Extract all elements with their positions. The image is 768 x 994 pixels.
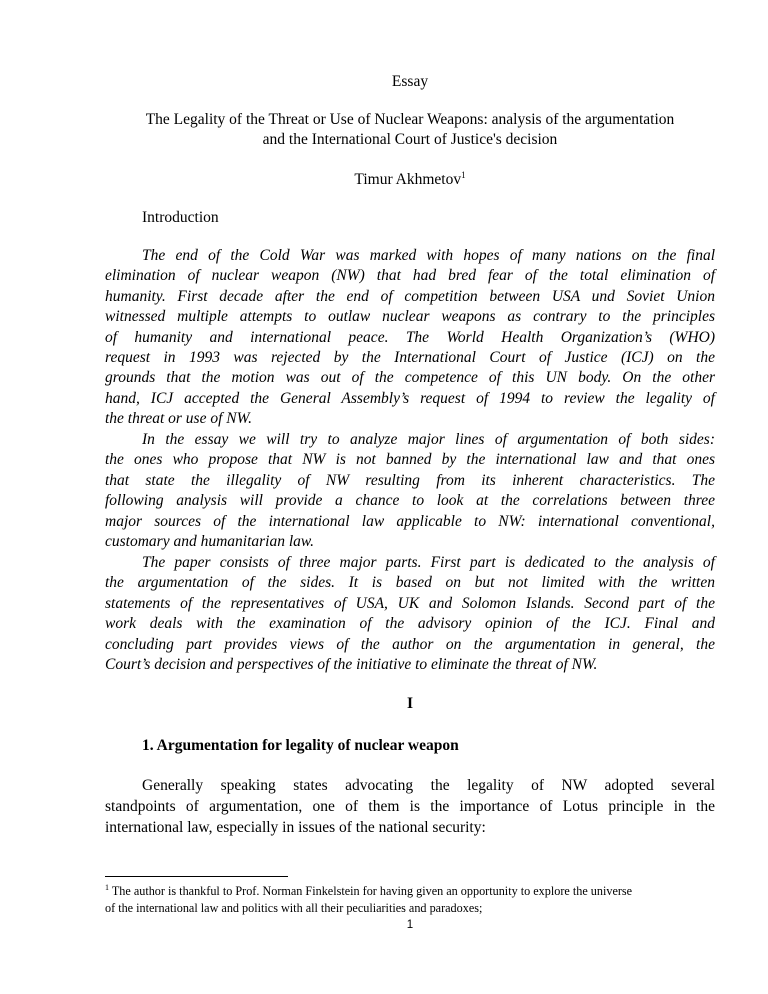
footnote-reference[interactable]: 1 (461, 170, 466, 180)
paragraph-line: international law, especially in issues of the national security: (105, 819, 486, 836)
paragraph-line: the threat or use of NW. (105, 410, 252, 428)
paragraph-line: the ones who propose that NW is not banned by the international law and that ones (105, 451, 715, 469)
paragraph-line: concluding part provides views of the author on the argumentation in general, the (105, 635, 715, 653)
document-label: Essay (391, 73, 429, 90)
paragraph-line: customary and humanitarian law. (105, 532, 314, 550)
page-number: 1 (406, 919, 414, 931)
footnote (105, 883, 715, 917)
paragraph-line: major sources of the international law applicable to NW: international conventional, (105, 512, 715, 530)
intro-paragraph-2 (105, 430, 715, 552)
author-line (105, 170, 715, 190)
section-1-paragraph (105, 775, 715, 838)
footnote-divider (105, 876, 288, 877)
paragraph-line: Court’s decision and perspectives of the initiative to eliminate the threat of NW. (105, 655, 598, 673)
title-line: The Legality of the Threat or Use of Nuclear Weapons: analysis of the argumentation (145, 111, 675, 128)
paragraph-line: grounds that the motion was out of the competence of this UN body. On the other (105, 369, 715, 387)
footnote-line: of the international law and politics with all their peculiarities and paradoxes; (105, 901, 483, 915)
document-page (105, 0, 715, 994)
paragraph-line: of humanity and international peace. The World Health Organization’s (WHO) (105, 328, 715, 346)
footnote-mark: 1 (105, 883, 109, 892)
paragraph-line: that state the illegality of NW resulting from its inherent characteristics. The (105, 471, 715, 489)
paragraph-line: humanity. First decade after the end of competition between USA und Soviet Union (105, 287, 715, 305)
section-heading: 1. Argumentation for legality of nuclear weapon (142, 737, 459, 754)
author-name: Timur Akhmetov (354, 171, 462, 188)
paragraph-line: The paper consists of three major parts. First part is dedicated to the analysis of (142, 554, 715, 571)
paragraph-line: request in 1993 was rejected by the International Court of Justice (ICJ) on the (105, 348, 715, 366)
footnote-line (105, 883, 715, 900)
intro-paragraph-1 (105, 246, 715, 430)
footnote-text: The author is thankful to Prof. Norman Finkelstein for having given an opportunity to explore the universe (111, 884, 633, 898)
paragraph-line: work deals with the examination of the advisory opinion of the ICJ. Final and (105, 615, 715, 633)
paragraph-line: witnessed multiple attempts to outlaw nuclear weapons as contrary to the principles (105, 308, 715, 326)
paragraph-line: standpoints of argumentation, one of them is the importance of Lotus principle in the (105, 798, 715, 815)
paragraph-line: hand, ICJ accepted the General Assembly’s request of 1994 to review the legality of (105, 389, 715, 407)
paragraph-line: The end of the Cold War was marked with hopes of many nations on the final (142, 247, 715, 264)
paragraph-line: following analysis will provide a chance to look at the correlations between three (105, 492, 715, 510)
paragraph-line: Generally speaking states advocating the legality of NW adopted several (142, 777, 715, 794)
paragraph-line: In the essay we will try to analyze major lines of argumentation of both sides: (142, 431, 715, 448)
paragraph-line: statements of the representatives of USA, UK and Solomon Islands. Second part of the (105, 594, 715, 612)
part-numeral: I (406, 695, 414, 712)
introduction-heading: Introduction (142, 209, 219, 226)
title-line: and the International Court of Justice's decision (262, 131, 558, 148)
paragraph-line: the argumentation of the sides. It is based on but not limited with the written (105, 574, 715, 592)
intro-paragraph-3 (105, 553, 715, 675)
document-title (105, 110, 715, 150)
paragraph-line: elimination of nuclear weapon (NW) that had bred fear of the total elimination of (105, 267, 715, 285)
